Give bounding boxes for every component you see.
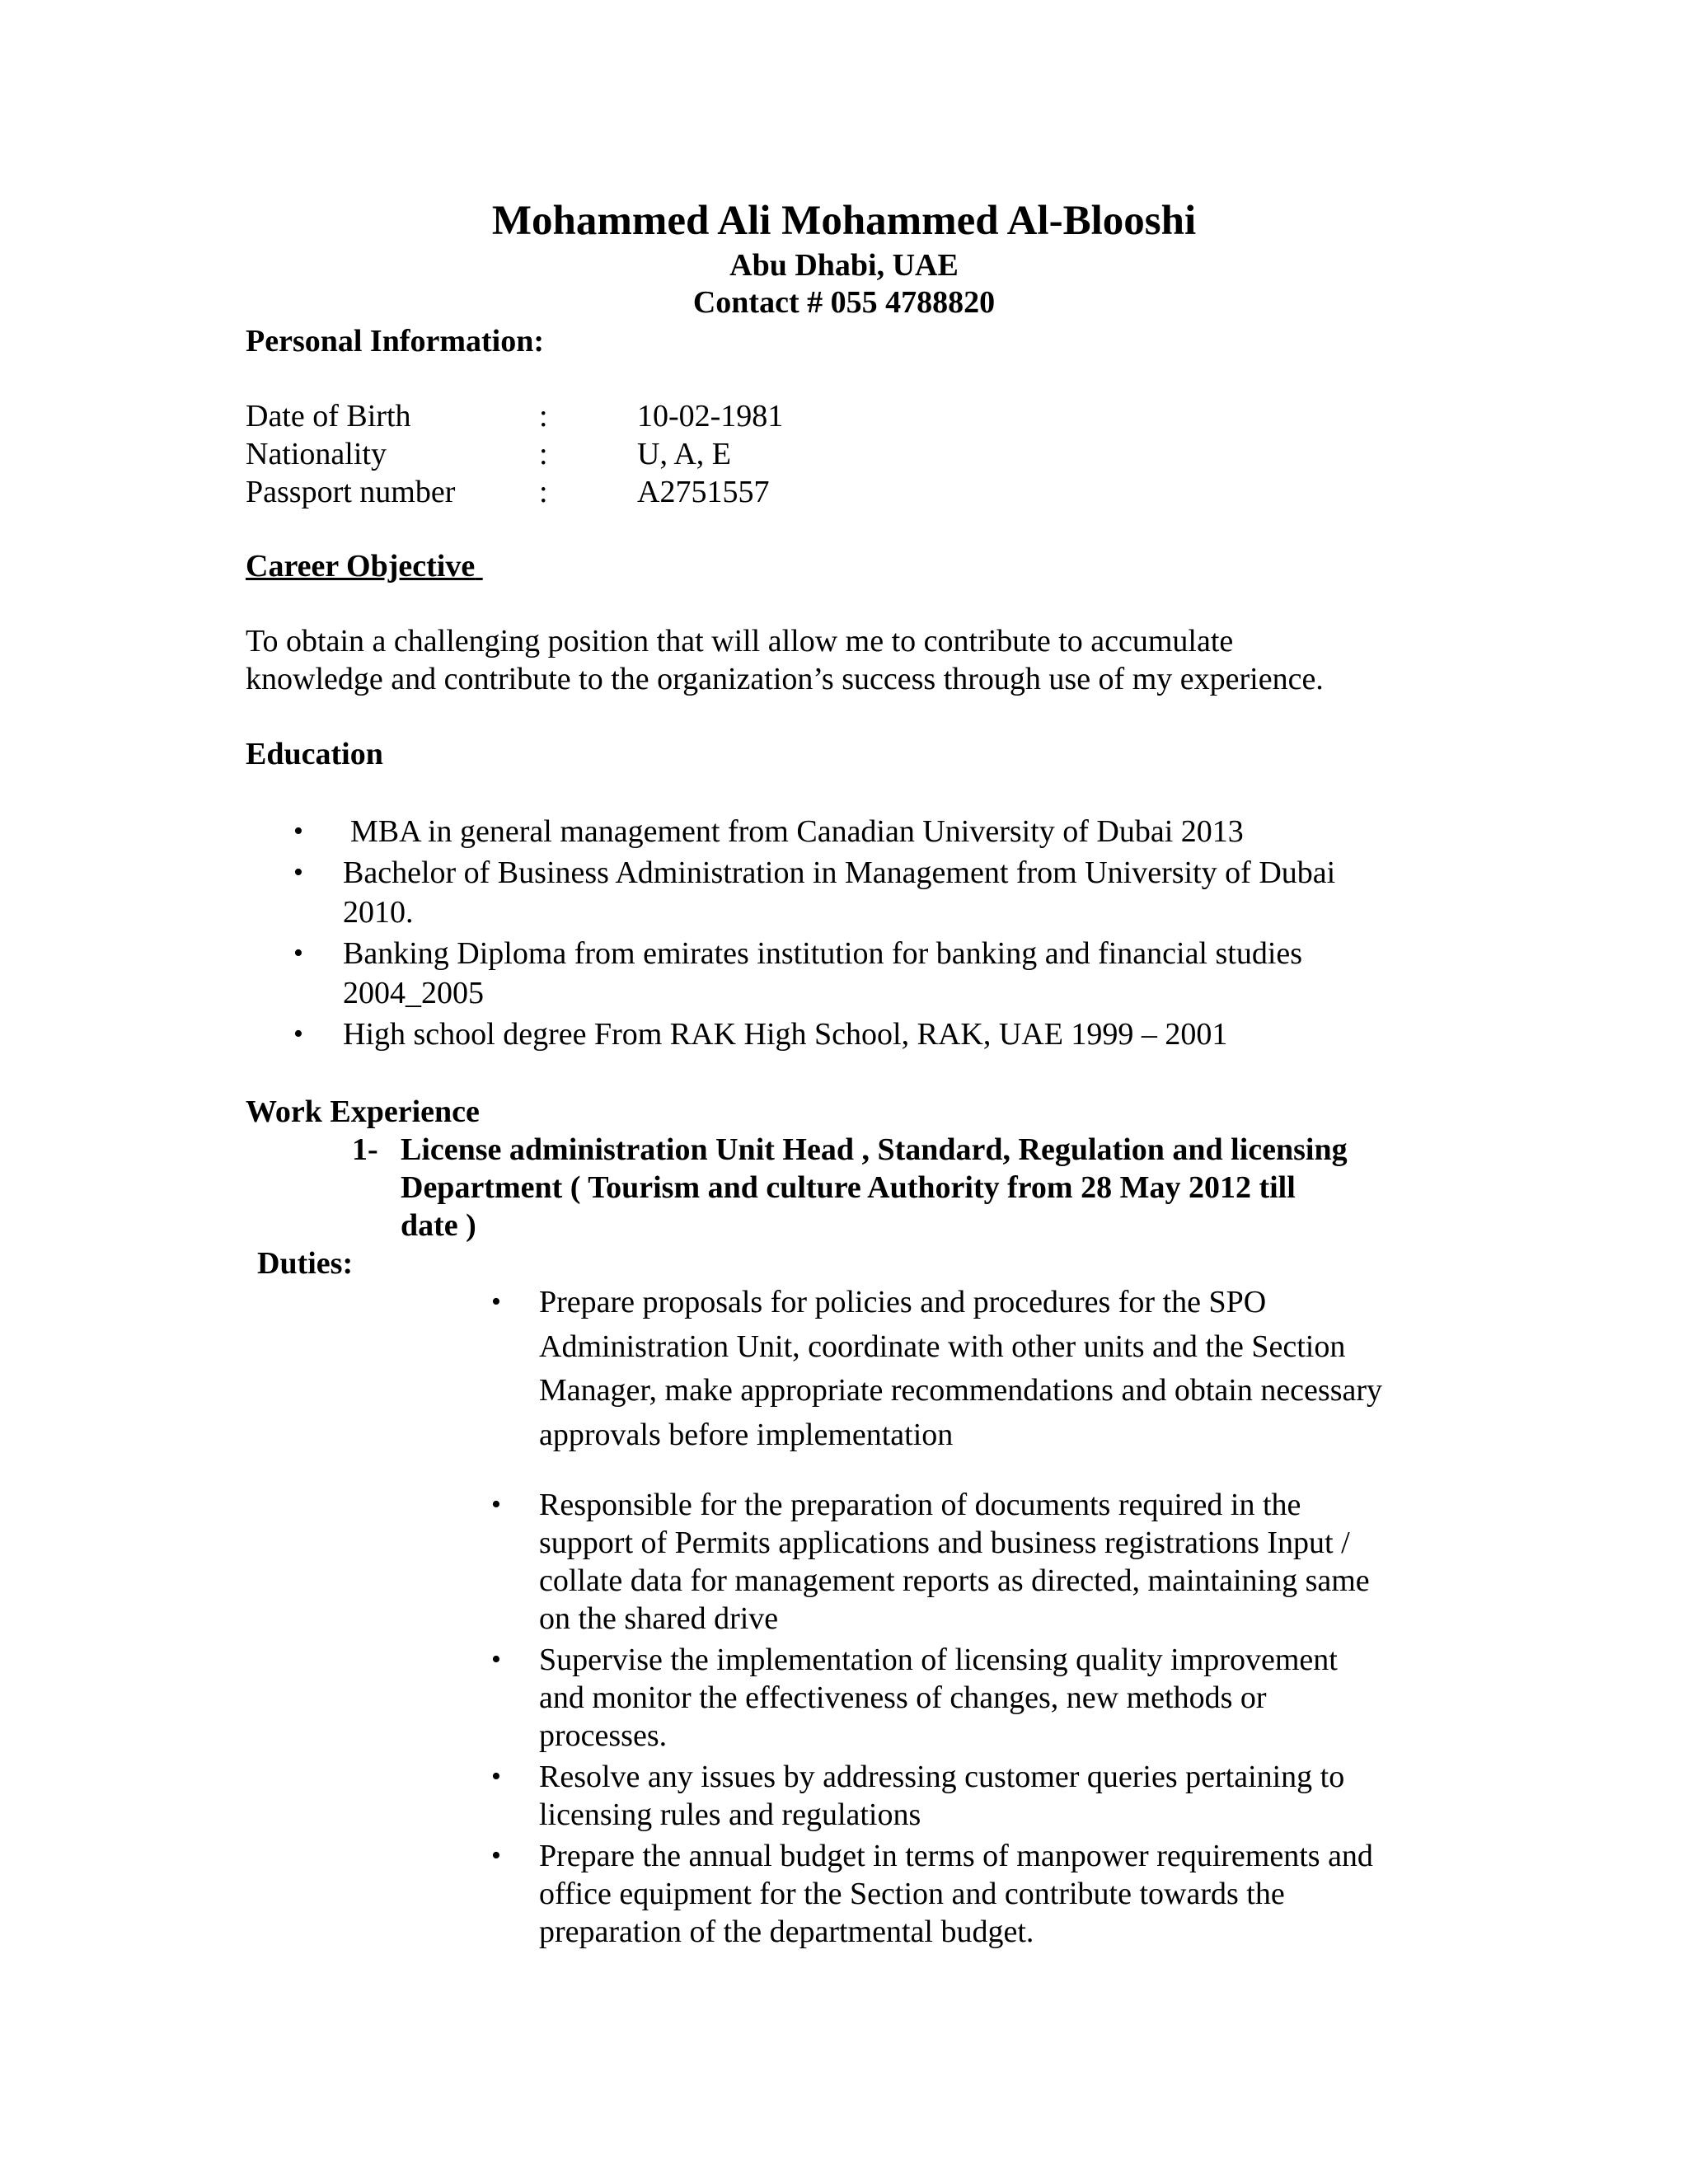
education-bullet-4: • [293, 1019, 303, 1049]
duty-2-line-3: collate data for management reports as directed, maintaining same [539, 1563, 1370, 1598]
personal-info-heading: Personal Information: [246, 324, 545, 359]
duty-1-line-4: approvals before implementation [539, 1418, 954, 1452]
duty-3-line-1: Supervise the implementation of licensing quality improvement [539, 1643, 1338, 1677]
career-objective-heading-text: Career Objective [246, 549, 476, 583]
education-heading: Education [246, 737, 383, 771]
duty-1-line-2: Administration Unit, coordinate with other units and the Section [539, 1329, 1346, 1364]
career-objective-line-1: To obtain a challenging position that will allow me to contribute to accumulate [246, 624, 1234, 658]
duty-bullet-2: • [491, 1489, 501, 1520]
duty-1-line-1: Prepare proposals for policies and procedures for the SPO [539, 1285, 1267, 1319]
duties-label: Duties: [257, 1246, 354, 1281]
career-objective-line-2: knowledge and contribute to the organization’s success through use of my experience. [246, 662, 1324, 696]
duty-1-line-3: Manager, make appropriate recommendations and obtain necessary [539, 1373, 1383, 1408]
passport-value: A2751557 [637, 475, 770, 509]
duty-bullet-3: • [491, 1644, 501, 1675]
job-1-title-line-3: date ) [401, 1208, 476, 1243]
education-item-4: High school degree From RAK High School, RAK, UAE 1999 – 2001 [343, 1017, 1228, 1052]
education-bullet-2: • [293, 857, 303, 888]
duty-2-line-4: on the shared drive [539, 1601, 779, 1636]
candidate-location: Abu Dhabi, UAE [729, 248, 959, 283]
duty-2-line-2: support of Permits applications and business registrations Input / [539, 1526, 1350, 1560]
duty-5-line-3: preparation of the departmental budget. [539, 1915, 1034, 1949]
nationality-separator: : [539, 437, 548, 471]
duty-4-line-2: licensing rules and regulations [539, 1797, 921, 1832]
education-item-3-line-1: Banking Diploma from emirates institution for banking and financial studies [343, 936, 1303, 971]
dob-label: Date of Birth [246, 399, 411, 434]
education-item-2-line-2: 2010. [343, 895, 414, 930]
duty-2-line-1: Responsible for the preparation of documents required in the [539, 1488, 1301, 1522]
candidate-name: Mohammed Ali Mohammed Al-Blooshi [491, 198, 1197, 244]
candidate-contact: Contact # 055 4788820 [692, 285, 996, 320]
duty-bullet-4: • [491, 1761, 501, 1792]
nationality-value: U, A, E [637, 437, 731, 471]
duty-5-line-1: Prepare the annual budget in terms of manpower requirements and [539, 1839, 1373, 1873]
duty-bullet-1: • [491, 1286, 501, 1317]
passport-separator: : [539, 475, 548, 509]
job-1-number: 1- [352, 1132, 378, 1167]
education-bullet-1: • [293, 816, 303, 846]
dob-value: 10-02-1981 [637, 399, 784, 434]
dob-separator: : [539, 399, 548, 434]
job-1-title-line-1: License administration Unit Head , Standard, Regulation and licensing [401, 1132, 1348, 1167]
passport-label: Passport number [246, 475, 456, 509]
education-item-2-line-1: Bachelor of Business Administration in Management from University of Dubai [343, 855, 1336, 890]
work-experience-heading: Work Experience [246, 1094, 480, 1129]
job-1-title-line-2: Department ( Tourism and culture Authority from 28 May 2012 till [401, 1170, 1296, 1205]
duty-3-line-3: processes. [539, 1718, 668, 1753]
duty-5-line-2: office equipment for the Section and contribute towards the [539, 1877, 1285, 1911]
education-item-3-line-2: 2004_2005 [343, 976, 484, 1010]
duty-4-line-1: Resolve any issues by addressing customer queries pertaining to [539, 1760, 1345, 1794]
duty-3-line-2: and monitor the effectiveness of changes, new methods or [539, 1680, 1267, 1715]
education-item-1: MBA in general management from Canadian University of Dubai 2013 [350, 814, 1244, 849]
education-bullet-3: • [293, 938, 303, 968]
duty-bullet-5: • [491, 1840, 501, 1871]
career-objective-heading [246, 547, 483, 585]
nationality-label: Nationality [246, 437, 387, 471]
